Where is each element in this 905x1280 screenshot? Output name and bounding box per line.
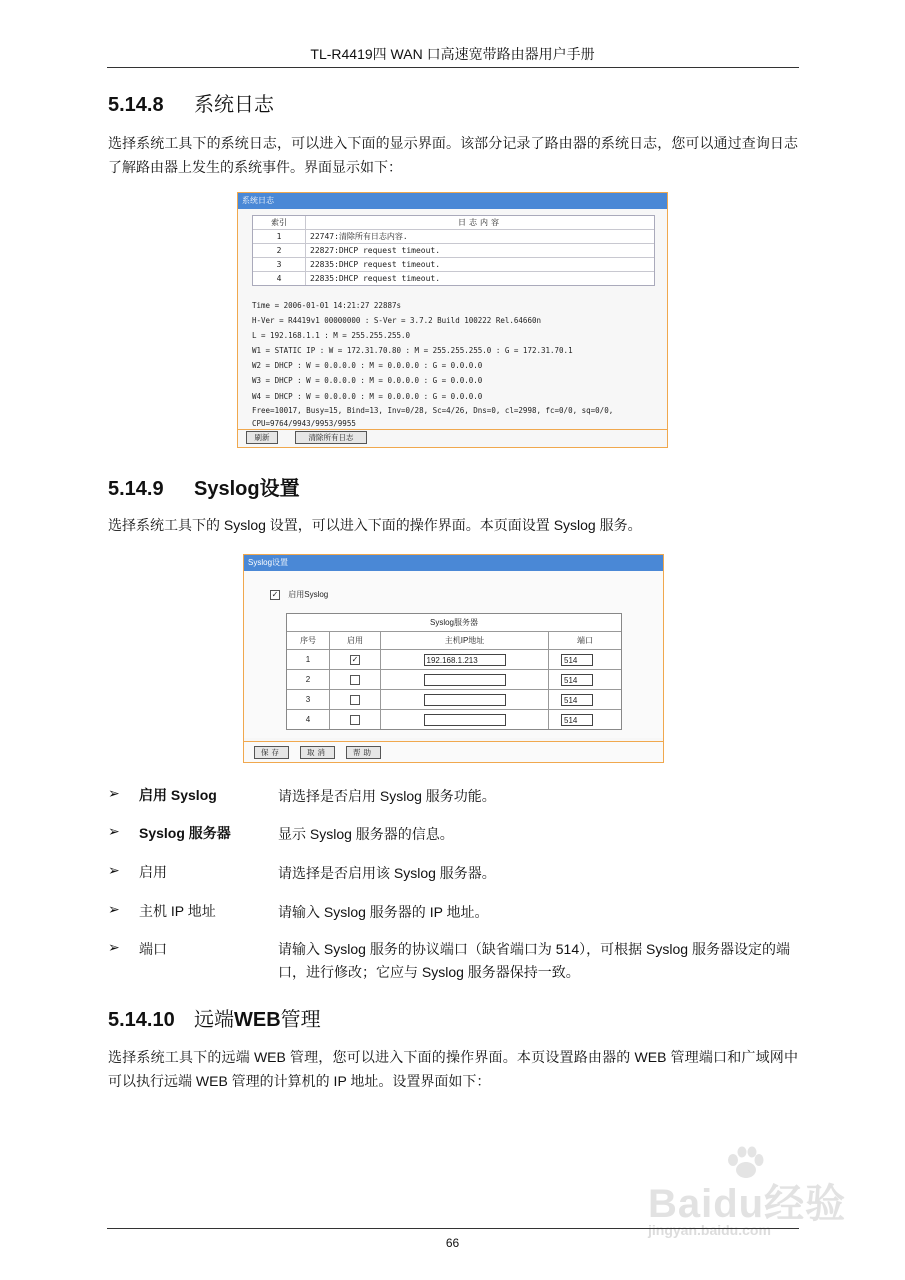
section-heading-syslog	[108, 472, 300, 501]
section-number: 5.14.8	[108, 94, 164, 116]
arrow-bullet-icon: ➢	[108, 823, 120, 839]
row-enable-cell	[330, 690, 381, 709]
row-enable-cell	[330, 710, 381, 729]
row-enable-cell	[330, 670, 381, 689]
syslog-server-table	[286, 613, 622, 730]
row-content: 22835:DHCP request timeout.	[310, 260, 441, 269]
section-title-suffix: 管理	[280, 1009, 321, 1031]
log-table-header	[253, 216, 654, 230]
table-caption: Syslog服务器	[429, 618, 478, 627]
row-content: 22835:DHCP request timeout.	[310, 274, 441, 283]
log-info-line: W4 = DHCP : W = 0.0.0.0 : M = 0.0.0.0 : G = 0.0.0.0	[252, 391, 483, 401]
document-header: TL-R4419四 WAN 口高速宽带路由器用户手册	[310, 46, 595, 62]
row-port-cell	[549, 690, 621, 709]
col-content-header: 日志内容	[458, 218, 502, 227]
enable-syslog-row	[270, 589, 328, 600]
section-title-prefix: 远端	[194, 1009, 234, 1031]
row-enable-checkbox[interactable]: ✓	[351, 654, 359, 664]
row-enable-checkbox[interactable]	[350, 715, 360, 725]
system-log-panel	[237, 192, 668, 448]
row-content: 22827:DHCP request timeout.	[310, 246, 441, 255]
section-title-bold: WEB	[234, 1009, 281, 1031]
table-row	[253, 258, 654, 272]
port-input[interactable]: 514	[561, 674, 593, 686]
port-input[interactable]: 514	[561, 654, 593, 666]
enable-syslog-checkbox[interactable]: ✓	[271, 589, 279, 599]
list-desc: 请选择是否启用 Syslog 服务功能。	[278, 788, 496, 804]
arrow-bullet-icon: ➢	[108, 901, 120, 917]
table-header	[287, 632, 621, 650]
help-button[interactable]: 帮助	[346, 746, 381, 759]
list-term: 启用	[139, 864, 167, 880]
page-number: 66	[445, 1236, 460, 1250]
section-title: Syslog设置	[194, 478, 300, 500]
list-desc: 请输入 Syslog 服务的协议端口（缺省端口为 514），可根据 Syslog 服务器设定的端口，进行修改；它应与 Syslog 服务器保持一致。	[278, 941, 790, 980]
col-port-header: 端口	[577, 636, 593, 645]
section-number: 5.14.10	[108, 1009, 175, 1031]
col-ip-header: 主机IP地址	[381, 632, 549, 649]
log-info-line: Time = 2006-01-01 14:21:27 22887s	[252, 301, 402, 310]
row-no: 2	[287, 670, 330, 689]
section-heading-remote-web	[108, 1003, 321, 1032]
section-paragraph: 选择系统工具下的 Syslog 设置，可以进入下面的操作界面。本页面设置 Syslog 服务。	[108, 517, 642, 533]
clear-all-logs-button[interactable]: 清除所有日志	[295, 431, 367, 444]
ip-input[interactable]: 192.168.1.213	[424, 654, 506, 666]
ip-input[interactable]	[424, 674, 506, 686]
row-ip-cell	[381, 710, 549, 729]
port-input[interactable]: 514	[561, 694, 593, 706]
ip-input[interactable]	[424, 694, 506, 706]
table-row	[253, 244, 654, 258]
table-row	[253, 230, 654, 244]
row-content: 22747:清除所有日志内容.	[310, 232, 408, 241]
section-heading-system-log	[108, 88, 274, 117]
log-info-line: H-Ver = R4419v1 00000000 : S-Ver = 3.7.2 Build 100222 Rel.64660n	[252, 316, 541, 326]
watermark-brand: Baidu经验	[648, 1182, 847, 1226]
arrow-bullet-icon: ➢	[108, 939, 120, 955]
list-desc: 请输入 Syslog 服务器的 IP 地址。	[278, 904, 489, 920]
table-row	[287, 710, 621, 729]
list-term: 端口	[139, 941, 167, 957]
log-info-line: CPU=9764/9943/9953/9955	[252, 418, 356, 428]
port-input[interactable]: 514	[561, 714, 593, 726]
save-button[interactable]: 保存	[254, 746, 289, 759]
list-term: 启用 Syslog	[139, 787, 217, 803]
list-desc: 请选择是否启用该 Syslog 服务器。	[278, 865, 496, 881]
list-desc: 显示 Syslog 服务器的信息。	[278, 826, 454, 842]
log-table	[252, 215, 655, 286]
row-index: 3	[253, 258, 306, 271]
refresh-button[interactable]: 刷新	[246, 431, 278, 444]
header-rule	[107, 67, 799, 68]
row-index: 4	[253, 272, 306, 285]
cancel-button[interactable]: 取消	[300, 746, 335, 759]
row-no: 3	[287, 690, 330, 709]
table-caption-row	[287, 614, 621, 632]
section-paragraph: 选择系统工具下的系统日志，可以进入下面的显示界面。该部分记录了路由器的系统日志，您可以通过查询日志了解路由器上发生的系统事件。界面显示如下：	[108, 135, 798, 175]
section-paragraph: 选择系统工具下的远端 WEB 管理，您可以进入下面的操作界面。本页设置路由器的 WEB 管理端口和广域网中可以执行远端 WEB 管理的计算机的 IP 地址。设置界面如下：	[108, 1049, 798, 1089]
section-title: 系统日志	[194, 94, 274, 116]
arrow-bullet-icon: ➢	[108, 862, 120, 878]
row-port-cell	[549, 710, 621, 729]
table-row	[253, 272, 654, 285]
row-port-cell	[549, 650, 621, 669]
row-no: 1	[287, 650, 330, 669]
watermark-url: jingyan.baidu.com	[648, 1222, 771, 1238]
row-enable-checkbox[interactable]	[350, 695, 360, 705]
syslog-panel	[243, 554, 664, 763]
panel-body	[244, 571, 663, 738]
row-ip-cell	[381, 650, 549, 669]
footer-rule	[107, 1228, 799, 1229]
arrow-bullet-icon: ➢	[108, 785, 120, 801]
panel-title: 系统日志	[238, 193, 667, 209]
col-enable-header: 启用	[330, 632, 381, 649]
table-row	[287, 670, 621, 690]
list-term: 主机 IP 地址	[139, 903, 216, 919]
table-row	[287, 650, 621, 670]
col-no-header: 序号	[287, 632, 330, 649]
log-info-line: W1 = STATIC IP : W = 172.31.70.80 : M = 255.255.255.0 : G = 172.31.70.1	[252, 346, 573, 356]
row-ip-cell	[381, 690, 549, 709]
log-info-line: L = 192.168.1.1 : M = 255.255.255.0	[252, 331, 411, 341]
ip-input[interactable]	[424, 714, 506, 726]
col-index-header: 索引	[253, 216, 306, 229]
row-enable-cell	[330, 650, 381, 669]
table-row	[287, 690, 621, 710]
panel-title: Syslog设置	[244, 555, 663, 571]
row-index: 2	[253, 244, 306, 257]
row-enable-checkbox[interactable]	[350, 675, 360, 685]
log-info-line: W3 = DHCP : W = 0.0.0.0 : M = 0.0.0.0 : G = 0.0.0.0	[252, 376, 483, 386]
watermark	[648, 1150, 848, 1238]
section-number: 5.14.9	[108, 478, 164, 500]
list-term: Syslog 服务器	[139, 825, 231, 841]
log-info-line: W2 = DHCP : W = 0.0.0.0 : M = 0.0.0.0 : G = 0.0.0.0	[252, 361, 483, 371]
row-ip-cell	[381, 670, 549, 689]
log-info	[252, 298, 613, 430]
enable-syslog-label: 启用Syslog	[288, 590, 329, 599]
row-no: 4	[287, 710, 330, 729]
row-index: 1	[253, 230, 306, 243]
row-port-cell	[549, 670, 621, 689]
log-info-line: Free=10017, Busy=15, Bind=13, Inv=0/28, Sc=4/26, Dns=0, cl=2998, fc=0/0, sq=0/0,	[252, 405, 614, 415]
